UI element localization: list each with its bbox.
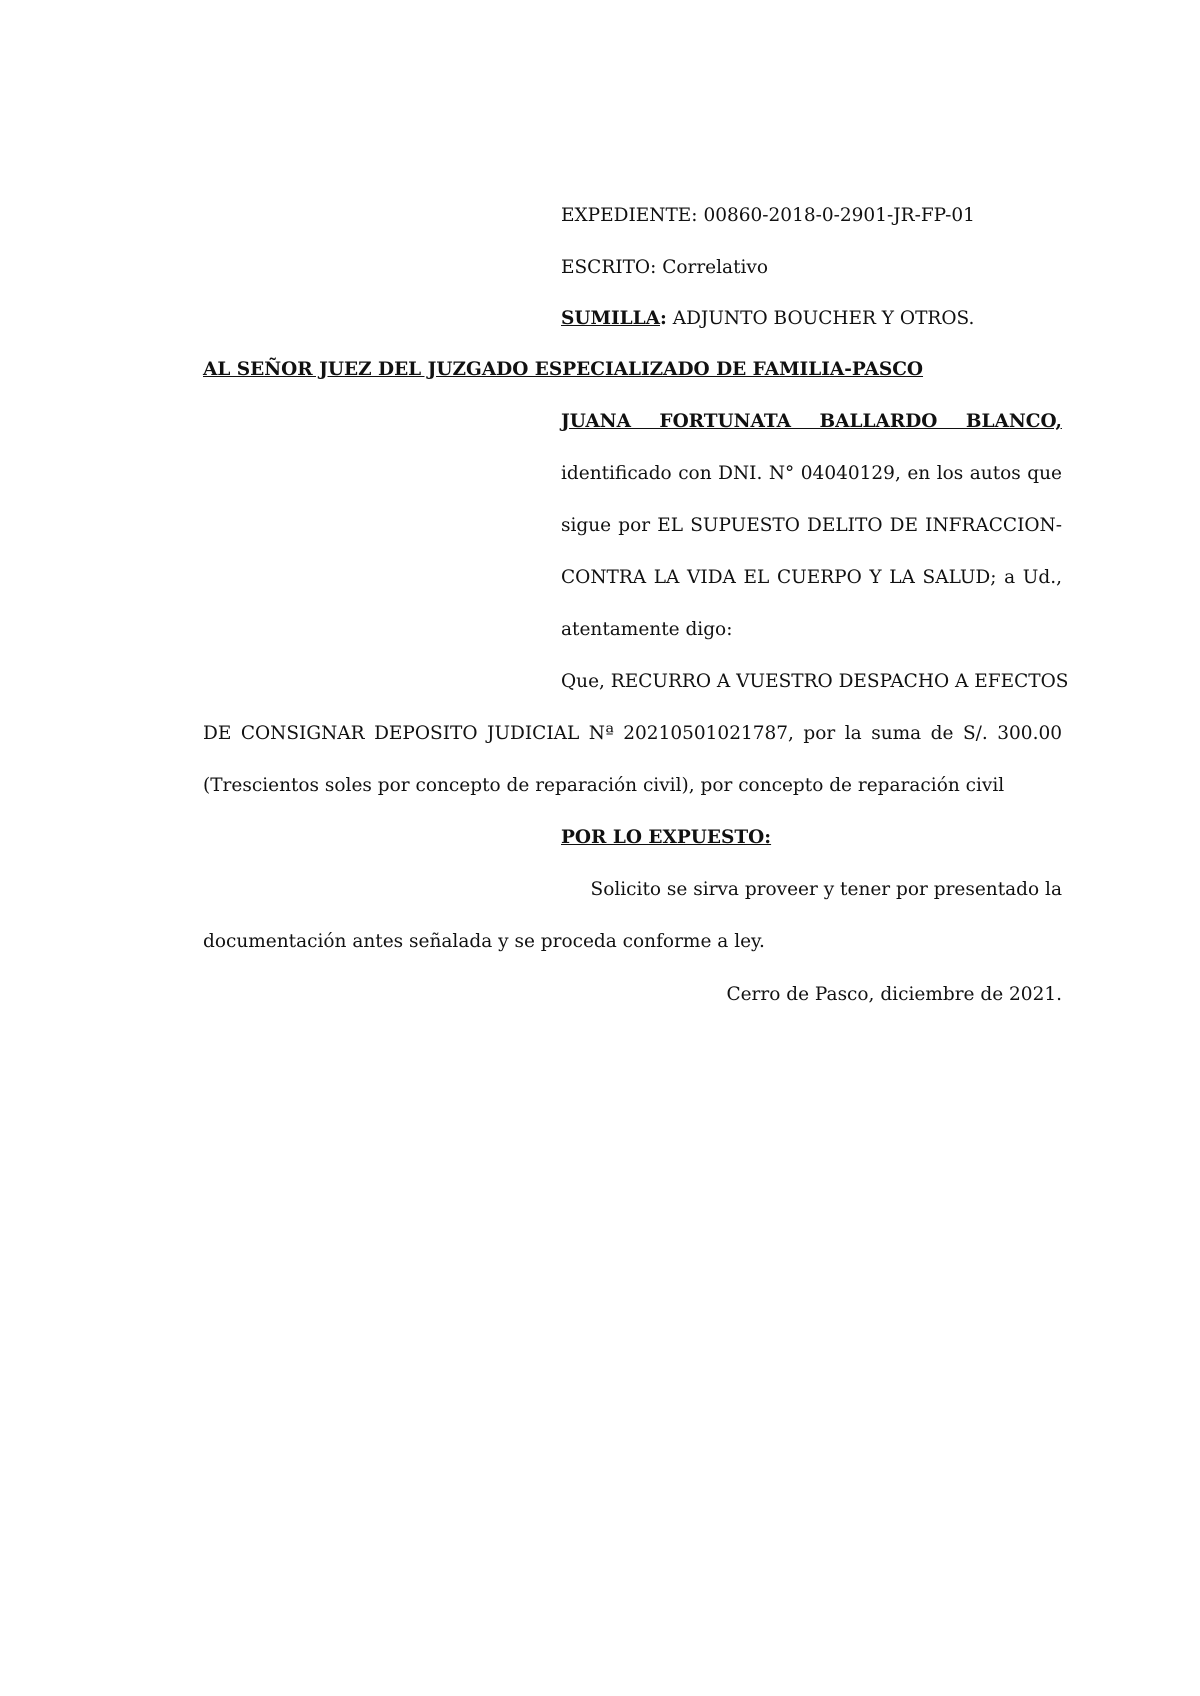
body-line: DE CONSIGNAR DEPOSITO JUDICIAL Nª 20210501021787, por la suma de S/. 300.00: [203, 723, 1062, 744]
sumilla-value: ADJUNTO BOUCHER Y OTROS.: [672, 308, 975, 329]
closing-heading: POR LO EXPUESTO:: [561, 827, 772, 848]
closing-line: documentación antes señalada y se proceda conforme a ley.: [203, 931, 765, 952]
body-line: Que, RECURRO A VUESTRO DESPACHO A EFECTOS: [561, 671, 1069, 692]
body-line: (Trescientos soles por concepto de reparación civil), por concepto de reparación civil: [203, 775, 1005, 796]
petitioner-line: identificado con DNI. N° 04040129, en los autos que: [561, 463, 1062, 484]
addressee: AL SEÑOR JUEZ DEL JUZGADO ESPECIALIZADO DE FAMILIA-PASCO: [203, 359, 924, 380]
petitioner-line: atentamente digo:: [561, 619, 733, 640]
escrito-value: Correlativo: [662, 257, 769, 278]
sumilla-line: [561, 307, 1062, 331]
place-date: Cerro de Pasco, diciembre de 2021.: [726, 984, 1062, 1005]
petitioner-line: sigue por EL SUPUESTO DELITO DE INFRACCION-: [561, 515, 1062, 536]
petitioner-name: JUANA FORTUNATA BALLARDO BLANCO,: [561, 411, 1062, 432]
expediente-line: [561, 204, 1062, 228]
sumilla-label: SUMILLA: [561, 308, 660, 329]
escrito-label: ESCRITO:: [561, 257, 657, 278]
closing-line: Solicito se sirva proveer y tener por presentado la: [590, 879, 1062, 900]
expediente-value: 00860-2018-0-2901-JR-FP-01: [703, 205, 975, 226]
sumilla-colon: :: [660, 308, 667, 329]
expediente-label: EXPEDIENTE:: [561, 205, 698, 226]
petitioner-line: CONTRA LA VIDA EL CUERPO Y LA SALUD; a Ud.,: [561, 567, 1062, 588]
escrito-line: [561, 256, 1062, 280]
